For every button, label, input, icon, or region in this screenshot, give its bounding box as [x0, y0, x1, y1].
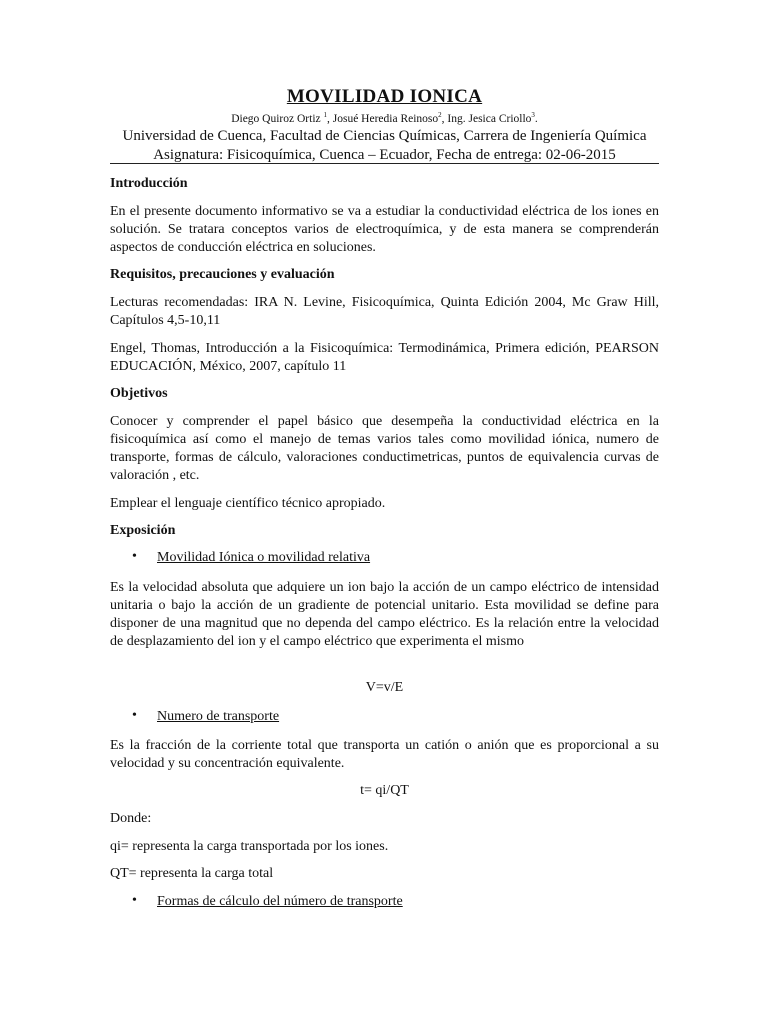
author-line-end: .	[534, 112, 538, 125]
bullet-numero-transporte-label: Numero de transporte	[157, 709, 280, 724]
qt-definition: QT= representa la carga total	[110, 866, 274, 881]
movilidad-paragraph: Es la velocidad absoluta que adquiere un ion bajo la acción de un campo eléctrico de intensidad unitaria o bajo la acción de un gradiente de potencial unitario. Esta movilidad se define para disponer de una magnitud que no dependa del campo eléctrico. Es la relación entre la velocidad de desplazamiento del ion y el campo eléctrico que experimenta el mismo	[110, 580, 659, 649]
intro-paragraph: En el presente documento informativo se va a estudiar la conductividad eléctrica de los iones en solución. Se tratara conceptos varios de electroquímica, y de esta manera se comprenderán aspectos de conducción eléctrica en soluciones.	[110, 204, 659, 255]
author-3: , Ing. Jesica Criollo	[441, 112, 532, 125]
formula-transporte: t= qi/QT	[360, 783, 409, 798]
bullet-icon: •	[132, 893, 137, 908]
affiliation-line-1: Universidad de Cuenca, Facultad de Ciencias Químicas, Carrera de Ingeniería Química	[122, 128, 647, 144]
bullet-icon: •	[132, 708, 137, 723]
affiliation-line-2: Asignatura: Fisicoquímica, Cuenca – Ecuador, Fecha de entrega: 02-06-2015	[153, 147, 616, 163]
donde-label: Donde:	[110, 811, 152, 826]
requisitos-paragraph-1: Lecturas recomendadas: IRA N. Levine, Fisicoquímica, Quinta Edición 2004, Mc Graw Hill, Capítulos 4,5-10,11	[110, 295, 659, 328]
formula-movilidad: V=v/E	[365, 680, 404, 695]
heading-exposicion: Exposición	[110, 523, 176, 538]
bullet-formas-calculo-label: Formas de cálculo del número de transporte	[157, 894, 403, 909]
objetivos-paragraph-1: Conocer y comprender el papel básico que desempeña la conductividad eléctrica en la fisicoquímica así como el manejo de temas varios tales como movilidad iónica, numero de transporte, formas de cálculo, valoraciones conductimetricas, puntos de equivalencia curvas de valoración , etc.	[110, 414, 659, 483]
heading-introduccion: Introducción	[110, 176, 188, 191]
author-1: Diego Quiroz Ortiz	[231, 112, 324, 125]
requisitos-paragraph-2: Engel, Thomas, Introducción a la Fisicoquímica: Termodinámica, Primera edición, PEARSON EDUCACIÓN, México, 2007, capítulo 11	[110, 341, 659, 374]
qi-definition: qi= representa la carga transportada por los iones.	[110, 839, 389, 854]
heading-objetivos: Objetivos	[110, 386, 168, 401]
affiliation	[110, 127, 659, 165]
bullet-movilidad-label: Movilidad Iónica o movilidad relativa	[157, 550, 371, 565]
objetivos-paragraph-2: Emplear el lenguaje científico técnico apropiado.	[110, 496, 386, 511]
numero-transporte-paragraph: Es la fracción de la corriente total que transporta un catión o anión que es proporcional a su velocidad y su concentración equivalente.	[110, 738, 659, 771]
header-divider	[110, 163, 659, 164]
author-3-ref: 3	[531, 111, 535, 119]
author-1-ref: 1	[323, 111, 327, 119]
document-title: MOVILIDAD IONICA	[286, 86, 483, 107]
author-line	[110, 111, 659, 125]
heading-requisitos: Requisitos, precauciones y evaluación	[110, 267, 335, 282]
author-2: , Josué Heredia Reinoso	[327, 112, 439, 125]
author-2-ref: 2	[438, 111, 442, 119]
bullet-icon: •	[132, 549, 137, 564]
